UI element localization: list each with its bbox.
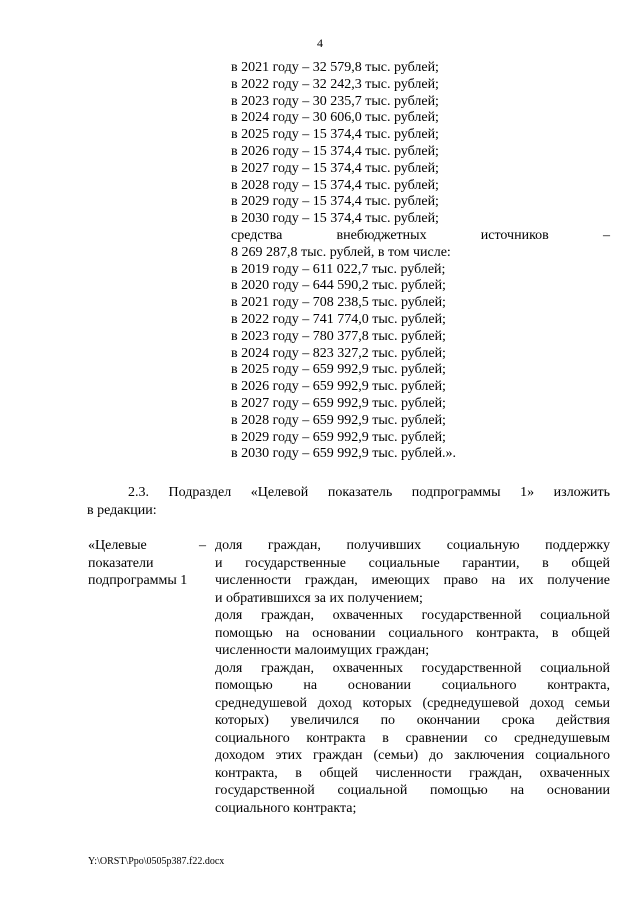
extrabudget-line: в 2026 году – 659 992,9 тыс. рублей; <box>231 379 446 395</box>
indicator-label-line2: показатели <box>88 555 154 571</box>
budget-line: в 2025 году – 15 374,4 тыс. рублей; <box>231 127 439 143</box>
extrabudget-line: в 2030 году – 659 992,9 тыс. рублей.». <box>231 446 457 462</box>
budget-line: в 2022 году – 32 242,3 тыс. рублей; <box>231 76 439 92</box>
section-2-3-line1: 2.3. Подраздел «Целевой показатель подпрограммы 1» изложить <box>128 485 610 500</box>
budget-line: в 2028 году – 15 374,4 тыс. рублей; <box>231 177 439 193</box>
indicator-line: социального контракта в сравнении со среднедушевым <box>215 730 610 746</box>
footer-file-path: Y:\ORST\Ppo\0505p387.f22.docx <box>88 856 225 867</box>
extrabudget-line: в 2020 году – 644 590,2 тыс. рублей; <box>231 278 446 294</box>
extrabudget-line: в 2028 году – 659 992,9 тыс. рублей; <box>231 412 446 428</box>
budget-line: в 2023 году – 30 235,7 тыс. рублей; <box>231 93 439 109</box>
extrabudget-heading: средства внебюджетных источников – <box>231 227 610 243</box>
extrabudget-line: в 2029 году – 659 992,9 тыс. рублей; <box>231 429 446 445</box>
indicator-line: которых) увеличился по окончании срока действия <box>215 713 610 728</box>
indicator-line: доходом этих граждан (семьи) до заключения социального <box>215 748 610 763</box>
budget-line: в 2030 году – 15 374,4 тыс. рублей; <box>231 211 439 227</box>
indicator-line: доля граждан, охваченных государственной социальной <box>215 608 610 623</box>
funding-list <box>231 60 610 463</box>
indicator-line: среднедушевой доход которых (среднедушевой доход семьи <box>215 695 610 711</box>
section-2-3-line2: в редакции: <box>87 503 157 518</box>
budget-line: в 2026 году – 15 374,4 тыс. рублей; <box>231 143 439 159</box>
indicator-label <box>88 537 206 590</box>
indicator-line: доля граждан, получивших социальную поддержку <box>215 538 610 553</box>
indicator-item-1 <box>215 537 610 607</box>
indicator-line: помощью на основании социального контракта, в общей <box>215 625 610 641</box>
indicator-line: численности малоимущих граждан; <box>215 643 430 658</box>
section-2-3-paragraph <box>87 484 610 520</box>
indicator-line: контракта, в общей численности граждан, охваченных <box>215 765 610 781</box>
indicator-list <box>215 537 610 817</box>
indicator-label-line3: подпрограммы 1 <box>88 573 188 588</box>
extrabudget-line: в 2027 году – 659 992,9 тыс. рублей; <box>231 395 446 411</box>
budget-line: в 2027 году – 15 374,4 тыс. рублей; <box>231 160 439 176</box>
indicator-line: доля граждан, охваченных государственной социальной <box>215 660 610 676</box>
extrabudget-line: в 2022 году – 741 774,0 тыс. рублей; <box>231 311 446 327</box>
indicator-line: численности граждан, имеющих право на их получение <box>215 573 610 588</box>
indicator-line: и государственные социальные гарантии, в общей <box>215 555 610 571</box>
extrabudget-line: в 2023 году – 780 377,8 тыс. рублей; <box>231 328 446 344</box>
budget-line: в 2021 году – 32 579,8 тыс. рублей; <box>231 60 439 75</box>
indicator-line: помощью на основании социального контракта, <box>215 678 610 693</box>
indicator-line: и обратившихся за их получением; <box>215 590 423 606</box>
extrabudget-total: 8 269 287,8 тыс. рублей, в том числе: <box>231 244 451 260</box>
indicator-item-2 <box>215 607 610 660</box>
budget-line: в 2029 году – 15 374,4 тыс. рублей; <box>231 194 439 210</box>
extrabudget-line: в 2025 году – 659 992,9 тыс. рублей; <box>231 362 446 378</box>
extrabudget-line: в 2019 году – 611 022,7 тыс. рублей; <box>231 261 446 277</box>
extrabudget-line: в 2021 году – 708 238,5 тыс. рублей; <box>231 295 446 311</box>
page-number: 4 <box>317 36 323 50</box>
indicator-line: социального контракта; <box>215 800 357 816</box>
budget-line: в 2024 году – 30 606,0 тыс. рублей; <box>231 110 439 126</box>
indicator-item-3 <box>215 660 610 818</box>
indicator-label-line1: «Целевые – <box>88 538 206 553</box>
extrabudget-line: в 2024 году – 823 327,2 тыс. рублей; <box>231 345 446 361</box>
indicator-line: государственной социальной помощью на основании <box>215 783 610 798</box>
